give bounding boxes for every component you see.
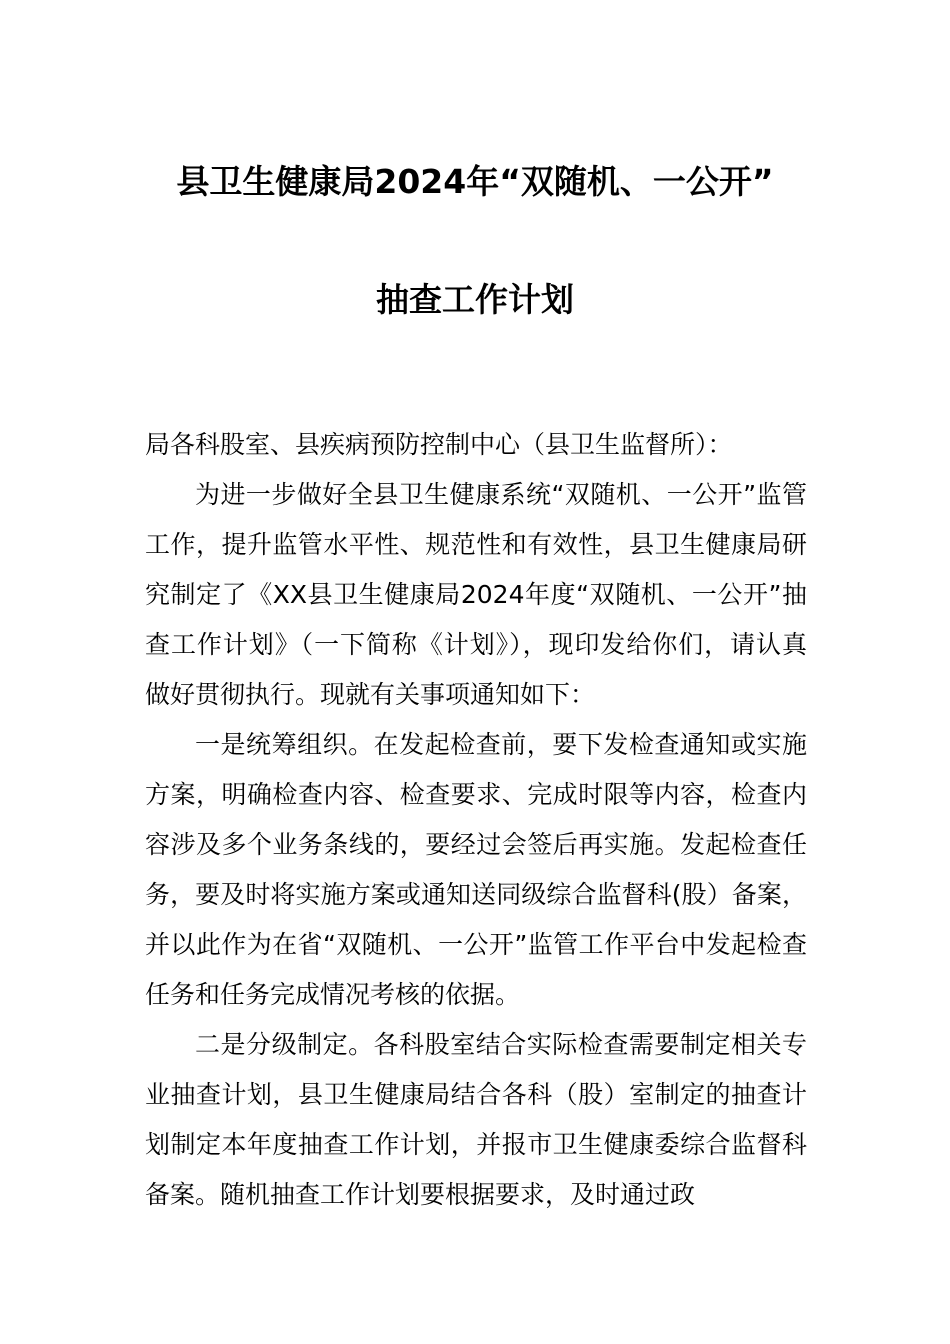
- document-title-line-1: 县卫生健康局2024年“双随机、一公开”: [176, 162, 774, 201]
- paragraph-intro: 为进一步做好全县卫生健康系统“双随机、一公开”监管工作，提升监管水平性、规范性和有效性，县卫生健康局研究制定了《XX县卫生健康局2024年度“双随机、一公开”抽查工作计划》（一下简称《计划》），现印发给你们，请认真做好贯彻执行。现就有关事项通知如下：: [145, 480, 807, 709]
- document-body: [145, 420, 807, 1220]
- salutation: 局各科股室、县疾病预防控制中心（县卫生监督所）：: [145, 430, 733, 459]
- paragraph-coordination: 一是统筹组织。在发起检查前，要下发检查通知或实施方案，明确检查内容、检查要求、完成时限等内容，检查内容涉及多个业务条线的，要经过会签后再实施。发起检查任务，要及时将实施方案或通知送同级综合监督科(股）备案，并以此作为在省“双随机、一公开”监管工作平台中发起检查任务和任务完成情况考核的依据。: [145, 730, 807, 1009]
- paragraph-tiered-planning: 二是分级制定。各科股室结合实际检查需要制定相关专业抽查计划，县卫生健康局结合各科（股）室制定的抽查计划制定本年度抽查工作计划，并报市卫生健康委综合监督科备案。随机抽查工作计划要根据要求，及时通过政: [145, 1030, 807, 1209]
- document-title-line-2: 抽查工作计划: [376, 280, 574, 319]
